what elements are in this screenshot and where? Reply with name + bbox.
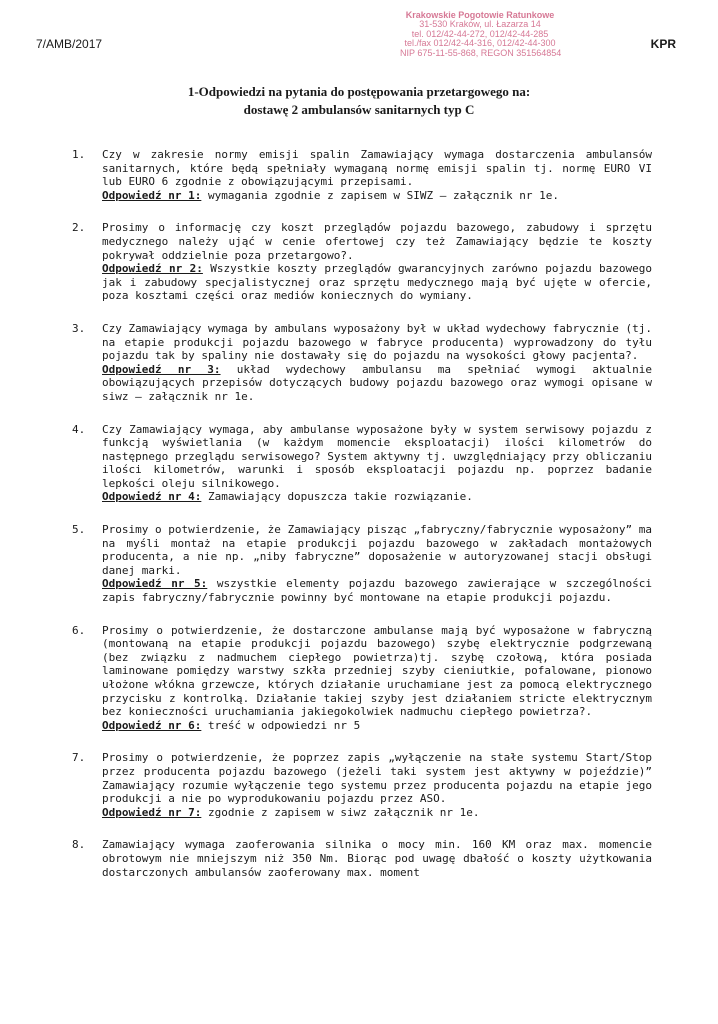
title-line: 1-Odpowiedzi na pytania do postępowania przetargowego na:	[187, 84, 531, 99]
item-number: 2.	[72, 221, 86, 235]
title-line: dostawę 2 ambulansów sanitarnych typ C	[243, 102, 475, 117]
item-number: 1.	[72, 148, 86, 161]
answer-text: treść w odpowiedzi nr 5	[207, 718, 361, 732]
item-number: 3.	[72, 321, 86, 335]
answer-text: wszystkie elementy pojazdu bazowego zawierające w szczególności zapis fabryczny/fabrycznie powinny być montowane na etapie produkcji pojazdu.	[102, 577, 652, 605]
answer-text: Zamawiający dopuszcza takie rozwiązanie.	[207, 490, 473, 504]
list-item	[72, 423, 652, 505]
stamp-line: tel. 012/42-44-272, 012/42-44-285	[411, 28, 549, 39]
answer-label: Odpowiedź nr 3:	[102, 362, 221, 376]
company-stamp	[400, 11, 560, 58]
item-number: 7.	[72, 751, 86, 765]
item-number: 8.	[72, 838, 86, 852]
list-item	[72, 624, 652, 733]
stamp-line: Krakowskie Pogotowie Ratunkowe	[405, 10, 555, 20]
list-item	[72, 148, 652, 202]
question-text: Prosimy o informację czy koszt przeglądów pojazdu bazowego, zabudowy i sprzętu medycznego należy ująć w cenie ofertowej czy też Zamawiający będzie te koszty pokrywał oddzielnie poza przetargowo?.	[102, 221, 652, 262]
question-text: Prosimy o potwierdzenie, że poprzez zapis „wyłączenie na stałe systemu Start/Stop przez producenta pojazdu bazowego (jeżeli taki system jest aktywny w pojeździe)” Zamawiający rozumie wyłączenie tego systemu przez producenta pojazdu na etapie jego produkcji a nie po wyprodukowaniu pojazdu przez ASO.	[102, 751, 652, 806]
question-text: Czy w zakresie normy emisji spalin Zamawiający wymaga dostarczenia ambulansów sanitarnych, które będą spełniały wymaganą normę emisji spalin tj. normę EURO VI lub EURO 6 zgodnie z obowiązującymi przepisami.	[102, 148, 652, 189]
question-text: Czy Zamawiający wymaga, aby ambulanse wyposażone były w system serwisowy pojazdu z funkcją wyświetlania (w każdym momencie eksploatacji) ilości kilometrów do następnego przeglądu serwisowego? System aktywny tj. uwzględniający przy obliczaniu ilości kilometrów, warunki i sposób eksploatacji pojazdu np. poprzez badanie lepkości oleju silnikowego.	[102, 422, 652, 490]
answer-label: Odpowiedź nr 6:	[102, 718, 202, 732]
answer-text: układ wydechowy ambulansu ma spełniać wymogi aktualnie obowiązujących przepisów dotyczących budowy pojazdu bazowego oraz wymogi opisane w siwz – załącznik nr 1e.	[102, 362, 653, 403]
list-item	[72, 838, 652, 879]
list-item	[72, 221, 652, 303]
question-text: Prosimy o potwierdzenie, że Zamawiający pisząc „fabryczny/fabrycznie wyposażony” ma na myśli montaż na etapie produkcji pojazdu bazowego w zakładach montażowych producenta, a nie np. „niby fabryczne” doposażenie w autoryzowanej stacji obsługi danej marki.	[102, 523, 652, 577]
answer-text: Wszystkie koszty przeglądów gwarancyjnych zarówno pojazdu bazowego jak i zabudowy specjalistycznej oraz sprzętu medycznego mają być ujęte w ofercie, poza kosztami części oraz mediów koniecznych do wymiany.	[102, 262, 653, 303]
item-number: 5.	[72, 523, 86, 537]
stamp-line: tel./fax 012/42-44-316, 012/42-44-300	[404, 38, 556, 49]
stamp-line: NIP 675-11-55-868, REGON 351564854	[400, 47, 562, 58]
document-reference: 7/AMB/2017	[36, 37, 103, 51]
answer-label: Odpowiedź nr 1:	[102, 188, 202, 202]
answer-text: wymagania zgodnie z zapisem w SIWZ – załącznik nr 1e.	[207, 188, 559, 202]
stamp-line: 31-530 Kraków, ul. Łazarza 14	[419, 19, 541, 30]
answer-label: Odpowiedź nr 7:	[102, 805, 202, 819]
question-text: Czy Zamawiający wymaga by ambulans wyposażony był w układ wydechowy fabrycznie (tj. na etapie produkcji pojazdu bazowego w fabryce producenta) wyprowadzony do tyłu pojazdu tak by spaliny nie dostawały się do pojazdu na wysokości głowy pacjenta?.	[102, 321, 652, 363]
item-number: 4.	[72, 422, 86, 436]
list-item	[72, 322, 652, 404]
item-number: 6.	[72, 623, 86, 637]
question-text: Zamawiający wymaga zaoferowania silnika o mocy min. 160 KM oraz max. momencie obrotowym nie mniejszym niż 350 Nm. Biorąc pod uwagę dbałość o koszty użytkowania dostarczonych ambulansów zaoferowany max. moment	[102, 838, 652, 879]
answer-label: Odpowiedź nr 4:	[102, 490, 202, 504]
question-text: Prosimy o potwierdzenie, że dostarczone ambulanse mają być wyposażone w fabryczną (montowaną na etapie produkcji pojazdu bazowego) szybę elektrycznie podgrzewaną (bez związku z nadmuchem ciepłego powietrza)tj. szybę czołową, która posiada laminowane pomiędzy warstwy szkła przedniej szyby cieniutkie, pofalowane, pionowo ułożone włókna grzewcze, których działanie uruchamiane jest za pomocą elektrycznego przycisku z kontrolką. Działanie takiej szyby jest działaniem stricte elektrycznym bez konieczności uruchamiania jakiegokolwiek nadmuchu ciepłego powietrza?.	[102, 623, 652, 719]
list-item	[72, 751, 652, 819]
questions-list	[72, 148, 652, 898]
answer-label: Odpowiedź nr 5:	[102, 577, 208, 591]
list-item	[72, 523, 652, 605]
answer-text: zgodnie z zapisem w siwz załącznik nr 1e.	[207, 805, 480, 819]
document-code: KPR	[650, 37, 676, 51]
page-title	[60, 83, 658, 119]
answer-label: Odpowiedź nr 2:	[102, 262, 203, 276]
